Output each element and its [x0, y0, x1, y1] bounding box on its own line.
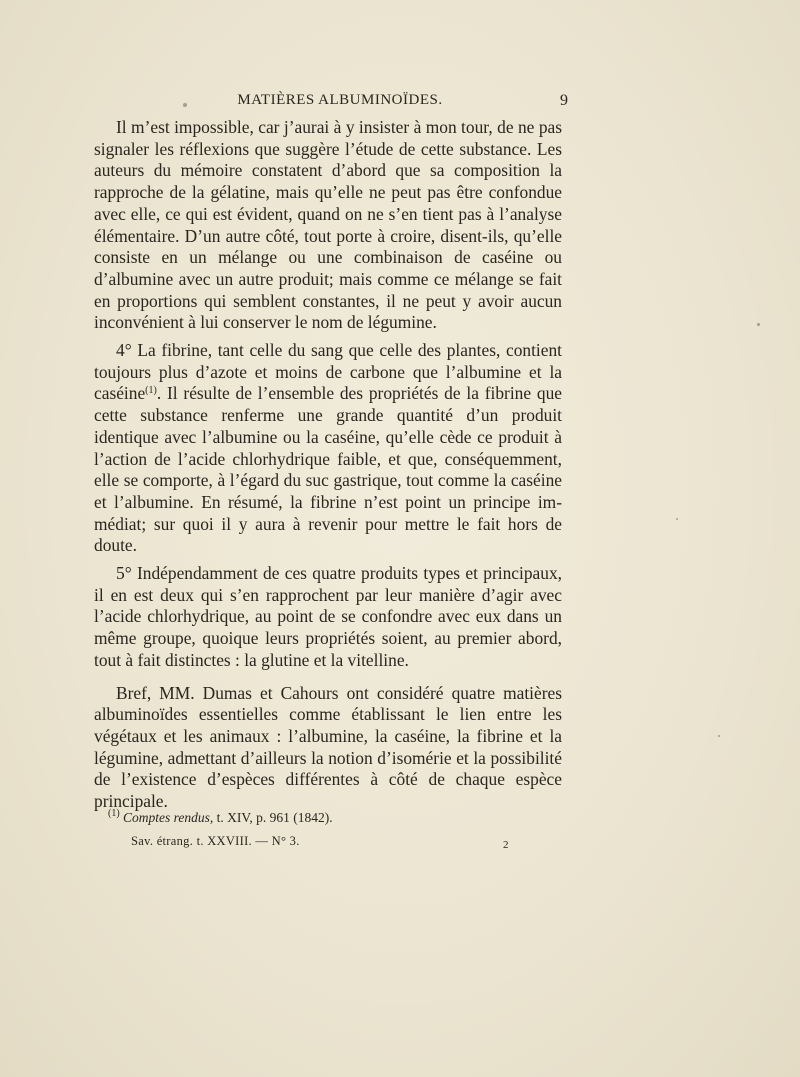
- paper-speck: [718, 735, 720, 737]
- running-head: MATIÈRES ALBUMINOÏDES.: [237, 92, 443, 108]
- footnote: [108, 810, 528, 826]
- paragraph-legumine: Il m’est impossible, car j’aurai à y insister à mon tour, de ne pas signaler les réflexions que suggère l’étude de cette substance. Les auteurs du mémoire constatent d’abord que sa composition la rapproche de la gélatine, mais qu’elle ne peut pas être confondue avec elle, ce qui est évident, quand on ne s’en tient pas à l’analyse élémentaire. D’un autre côté, tout porte à croire, disent-ils, qu’elle consiste en un mélange ou une combinaison de caséine ou d’albumine avec un autre produit; mais comme ce mélange se fait en proportions qui semblent constantes, il ne peut y avoir aucun inconvénient à lui conserver le nom de légumine.: [94, 117, 562, 333]
- footnote-marker: (1): [108, 808, 120, 819]
- paper-speck: [757, 323, 760, 326]
- paragraph-fibrine-rest: . Il résulte de l’ensemble des propriétés de la fibrine que cette substance renferme une grande quantité d’un produit identique avec l’albumine ou la caséine, qu’elle cède ce produit à l’action de l’acide chlorhydrique faible, et que, conséquemment, elle se comporte, à l’égard du suc gastrique, tout comme la caséine et l’albumine. En résumé, la fibrine n’est point un principe immédiat; sur quoi il y aura à revenir pour mettre le fait hors de doute.: [94, 383, 562, 556]
- footnote-citation: t. XIV, p. 961 (1842).: [213, 810, 333, 825]
- paragraph-conclusion: Bref, MM. Dumas et Cahours ont considéré quatre matières albuminoïdes essentielles comme établissant le lien entre les végétaux et les animaux : l’albumine, la caséine, la fibrine et la légumine, admettant d’ailleurs la notion d’isomérie et la possibilité de l’existence d’espèces différentes à côté de chaque espèce principale.: [94, 682, 562, 812]
- paper-speck: [676, 518, 678, 520]
- body-text: [94, 117, 562, 813]
- page-number: 9: [560, 92, 568, 109]
- paragraph-fibrine: [94, 340, 562, 557]
- paragraph-fibrine-start: 4° La fibrine, tant celle du sang que celle des plantes, contient toujours plus d’azote et moins de carbone que l’albumine et la caséine: [94, 340, 562, 404]
- page-header: [112, 92, 568, 112]
- paper-speck: [183, 103, 187, 107]
- signature-line: Sav. étrang. t. XXVIII. — N° 3.: [131, 834, 300, 848]
- paragraph-glutine: 5° Indépendamment de ces quatre produits types et principaux, il en est deux qui s’en rapprochent par leur manière d’agir avec l’acide chlorhydrique, au point de se confondre avec eux dans un même groupe, quoique leurs propriétés soient, au premier abord, tout à fait distinctes : la glutine et la vitelline.: [94, 563, 562, 670]
- sheet-number: 2: [503, 839, 509, 851]
- footnote-ref: (1): [145, 385, 157, 397]
- footnote-source: Comptes rendus,: [123, 810, 214, 825]
